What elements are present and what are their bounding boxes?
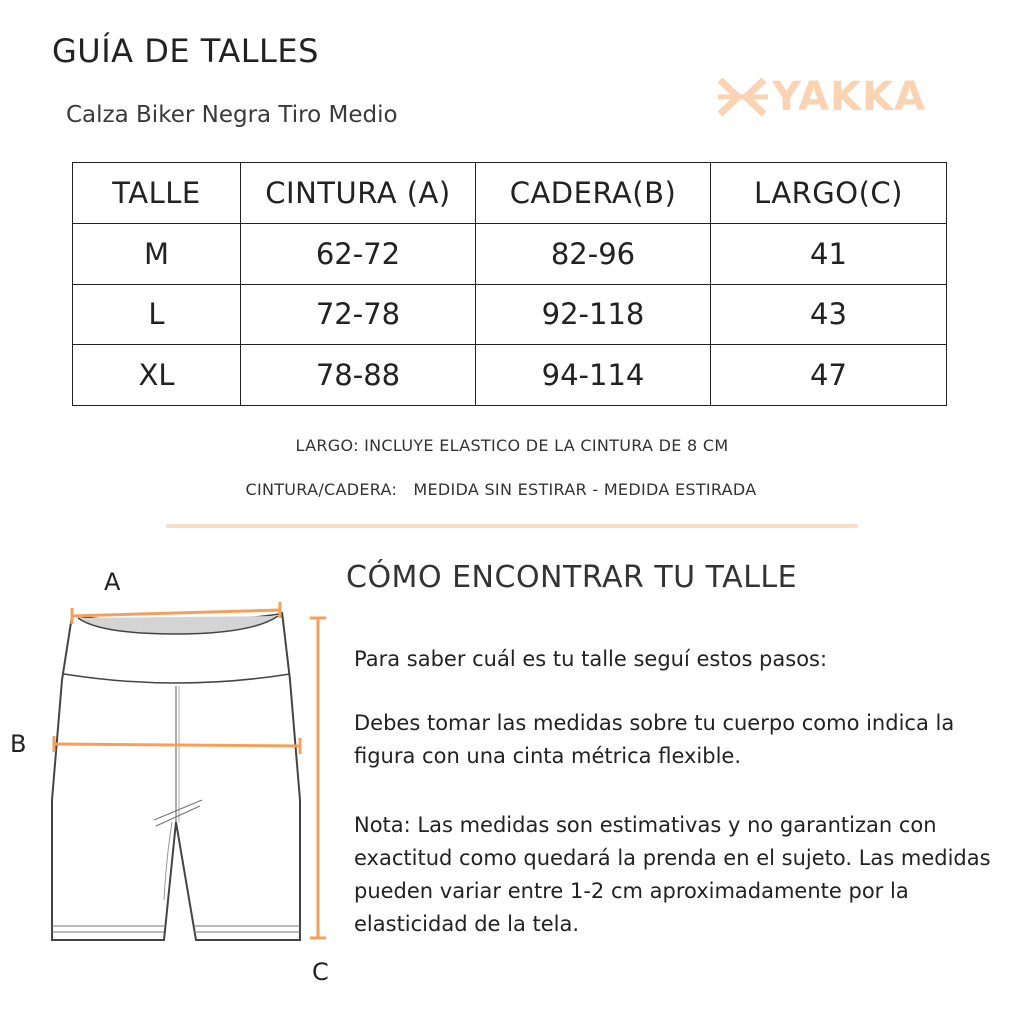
cell-largo: 41 — [711, 223, 947, 284]
measure-label-a: A — [104, 568, 121, 596]
size-table — [72, 162, 947, 406]
how-to-instructions: Debes tomar las medidas sobre tu cuerpo como indica la figura con una cinta métrica flexible. — [354, 711, 955, 768]
table-row — [73, 223, 947, 284]
cell-largo: 47 — [711, 345, 947, 406]
brand-x-icon — [716, 72, 772, 122]
page-title: GUÍA DE TALLES — [52, 32, 319, 70]
cell-talle: L — [73, 284, 241, 345]
brand-logo — [716, 72, 968, 122]
cell-cadera: 94-114 — [476, 345, 711, 406]
product-subtitle: Calza Biker Negra Tiro Medio — [66, 102, 398, 128]
cell-cintura: 72-78 — [241, 284, 476, 345]
header-cadera: CADERA(B) — [476, 163, 711, 224]
table-header-row — [73, 163, 947, 224]
note-cintura-cadera: CINTURA/CADERA: MEDIDA SIN ESTIRAR - MEDIDA ESTIRADA — [245, 480, 757, 499]
brand-logo-text: YAKKA — [772, 74, 927, 120]
cell-talle: M — [73, 223, 241, 284]
table-row — [73, 284, 947, 345]
how-to-intro: Para saber cuál es tu talle seguí estos pasos: — [354, 647, 828, 671]
cell-largo: 43 — [711, 284, 947, 345]
biker-shorts-icon — [0, 560, 340, 1000]
cell-talle: XL — [73, 345, 241, 406]
measure-label-c: C — [312, 958, 329, 986]
how-to-title: CÓMO ENCONTRAR TU TALLE — [346, 560, 798, 595]
how-to-note: Nota: Las medidas son estimativas y no garantizan con exactitud como quedará la prenda en el sujeto. Las medidas pueden variar entre 1-2 cm aproximadamente por la elasticidad de la tela. — [354, 813, 991, 936]
measure-label-b: B — [10, 730, 27, 758]
table-row — [73, 345, 947, 406]
cell-cadera: 82-96 — [476, 223, 711, 284]
header-cintura: CINTURA (A) — [241, 163, 476, 224]
section-divider — [166, 524, 858, 528]
header-talle: TALLE — [73, 163, 241, 224]
header-largo: LARGO(C) — [711, 163, 947, 224]
cell-cintura: 62-72 — [241, 223, 476, 284]
note-largo: LARGO: INCLUYE ELASTICO DE LA CINTURA DE 8 CM — [295, 436, 729, 455]
cell-cadera: 92-118 — [476, 284, 711, 345]
cell-cintura: 78-88 — [241, 345, 476, 406]
